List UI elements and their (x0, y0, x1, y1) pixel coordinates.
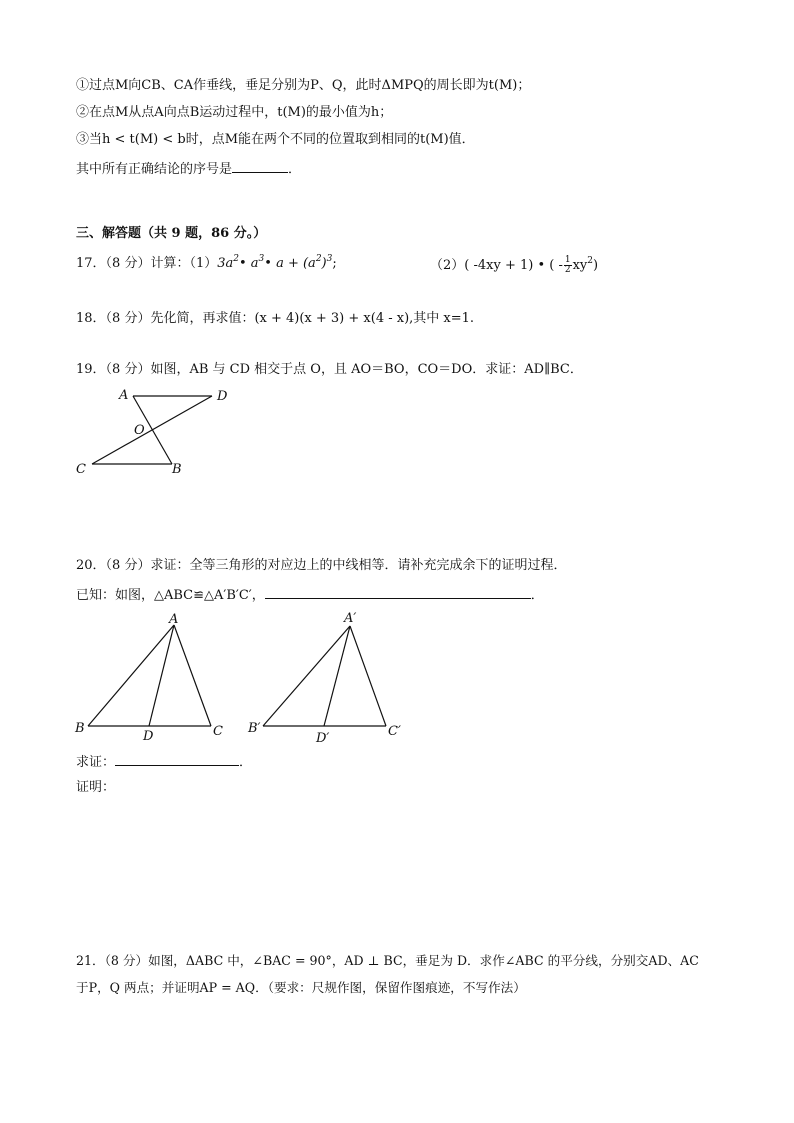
q17-part2-label: （2） (430, 258, 465, 273)
q21-line-2: 于P，Q 两点；并证明AP = AQ．（要求：尺规作图，保留作图痕迹，不写作法） (76, 980, 526, 995)
q17-p2-a: ( -4xy + 1) • ( - (464, 258, 563, 273)
q20-label-a-prime: A′ (344, 611, 357, 626)
q17-exp-2: 3 (258, 254, 265, 264)
q17-part1-end: ; (332, 256, 337, 271)
q17-frac-den: 2 (564, 265, 571, 275)
q20-label-d: D (143, 729, 154, 744)
q20-prove: 求证： (76, 755, 116, 770)
q20-proof: 证明： (76, 780, 116, 795)
q16-item-1: ①过点M向CB、CA作垂线，垂足分别为P、Q，此时ΔMPQ的周长即为t(M)； (76, 78, 531, 93)
q17-term-a: 3a (217, 256, 234, 271)
q16-answer-prompt: 其中所有正确结论的序号是 (76, 162, 233, 177)
q20-prove-end: ． (239, 755, 253, 770)
q20-label-d-prime: D′ (316, 731, 330, 746)
q16-item-3: ③当h < t(M) < b时，点M能在两个不同的位置取到相同的t(M)值． (76, 132, 475, 147)
q21-line-1: 21．（8 分）如图，ΔABC 中，∠BAC = 90°，AD ⊥ BC，垂足为 D．求作∠ABC 的平分线，分别交AD、AC (76, 953, 699, 968)
q17-term-d: ) (321, 256, 327, 271)
q20-label-b-prime: B′ (248, 721, 261, 736)
q19-label-c: C (76, 462, 86, 477)
q19-label-b: B (172, 462, 182, 477)
q20-text: 20．（8 分）求证：全等三角形的对应边上的中线相等．请补充完成余下的证明过程． (76, 558, 567, 573)
q19-label-d: D (217, 389, 228, 404)
q20-prove-line (76, 753, 252, 771)
q20-label-b: B (75, 721, 85, 736)
q17-exp-1: 2 (233, 254, 239, 264)
q16-answer-end: ． (288, 162, 302, 177)
q19-label-a: A (119, 388, 129, 403)
q17-p2-exp: 2 (587, 256, 594, 266)
q19-text: 19．（8 分）如图，AB 与 CD 相交于点 O，且 AO＝BO，CO＝DO．求证：AD∥BC． (76, 362, 583, 377)
q16-item-2: ②在点M从点A向点B运动过程中，t(M)的最小值为h； (76, 105, 393, 120)
q20-prove-blank (115, 753, 239, 766)
q17-exp-3: 2 (315, 254, 322, 264)
q20-label-a: A (169, 612, 179, 627)
q20-label-c-prime: C′ (388, 724, 401, 739)
q17-p2-b: xy (572, 258, 588, 273)
q20-given-end: ． (530, 588, 544, 603)
q20-given: 已知：如图，△ABC≌△A′B′C′， (76, 588, 265, 603)
q17-term-b: • a (238, 256, 259, 271)
q20-label-c: C (213, 724, 223, 739)
section-title: 三、解答题（共 9 题，86 分。） (76, 226, 267, 241)
q17-term-c: • a + (a (264, 256, 316, 271)
q17-frac-num: 1 (564, 255, 571, 265)
q17-exp-4: 3 (326, 254, 333, 264)
q17-p2-c: ) (593, 258, 599, 273)
q19-label-o: O (134, 423, 145, 438)
q17-label: 17．（8 分）计算：（1） (76, 256, 218, 271)
q18-text: 18．（8 分）先化简，再求值：(x + 4)(x + 3) + x(4 - x),其中 x=1. (76, 311, 475, 326)
